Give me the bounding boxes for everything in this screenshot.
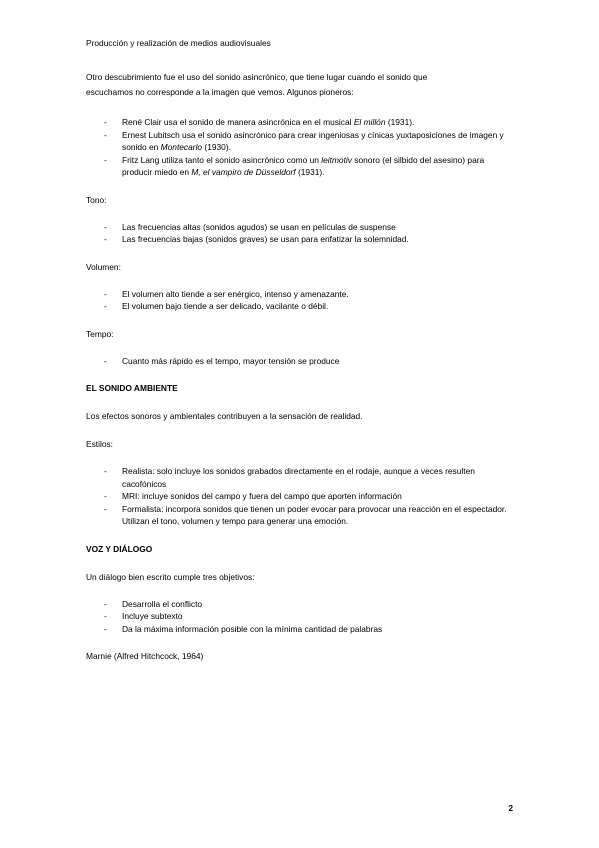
list-item: - Realista: solo incluye los sonidos grabados directamente en el rodaje, aunque a veces resulten cacofónicos: [86, 465, 516, 490]
list-item: - René Clair usa el sonido de manera asincrónica en el musical El millón (1931).: [86, 116, 516, 129]
intro-line: escuchamos no corresponde a la imagen que vemos. Algunos pioneros:: [86, 87, 354, 97]
estilos-list: [86, 465, 516, 528]
marnie-reference: Marnie (Alfred Hitchcock, 1964): [86, 651, 204, 661]
page-content: [86, 70, 516, 664]
page-number: 2: [508, 803, 513, 813]
list-item: - Incluye subtexto: [86, 610, 516, 623]
ambiente-text: Los efectos sonoros y ambientales contribuyen a la sensación de realidad.: [86, 411, 363, 421]
tono-list: [86, 221, 516, 246]
list-item: - El volumen alto tiende a ser enérgico, intenso y amenazante.: [86, 288, 516, 301]
pioneers-list: [86, 116, 516, 179]
list-item: - Ernest Lubitsch usa el sonido asincrónico para crear ingeniosas y cínicas yuxtaposiciones de imagen y sonido en Montecarlo (1930).: [86, 129, 516, 154]
volumen-list: [86, 288, 516, 313]
intro-paragraph: [86, 70, 516, 100]
list-item: - Fritz Lang utiliza tanto el sonido asincrónico como un leitmotiv sonoro (el silbido del asesino) para producir miedo en M, el vampiro de Düsseldorf (1931).: [86, 154, 516, 179]
list-item: - MRI: incluye sonidos del campo y fuera del campo que aporten información: [86, 490, 516, 503]
tono-heading: Tono:: [86, 194, 107, 205]
page-header: Producción y realización de medios audiovisuales: [86, 38, 271, 48]
estilos-heading: Estilos:: [86, 439, 113, 449]
list-item: - Cuanto más rápido es el tempo, mayor tensión se produce: [86, 355, 516, 368]
tempo-list: [86, 355, 516, 368]
list-item: - Desarrolla el conflicto: [86, 598, 516, 611]
voz-heading: VOZ Y DIÁLOGO: [86, 543, 153, 554]
voz-list: [86, 598, 516, 636]
list-item: - Da la máxima información posible con la mínima cantidad de palabras: [86, 623, 516, 636]
voz-text: Un diálogo bien escrito cumple tres objetivos:: [86, 571, 255, 582]
list-item: - El volumen bajo tiende a ser delicado, vacilante o débil.: [86, 300, 516, 313]
list-item: - Las frecuencias altas (sonidos agudos) se usan en películas de suspense: [86, 221, 516, 234]
list-item: - Formalista: incorpora sonidos que tienen un poder evocar para provocar una reacción en el espectador. Utilizan el tono, volumen y tempo para generar una emoción.: [86, 503, 516, 528]
volumen-heading: Volumen:: [86, 261, 121, 272]
list-item: - Las frecuencias bajas (sonidos graves) se usan para enfatizar la solemnidad.: [86, 233, 516, 246]
tempo-heading: Tempo:: [86, 328, 114, 339]
intro-line: Otro descubrimiento fue el uso del sonido asincrónico, que tiene lugar cuando el sonido que: [86, 72, 428, 82]
ambiente-heading: EL SONIDO AMBIENTE: [86, 383, 178, 393]
